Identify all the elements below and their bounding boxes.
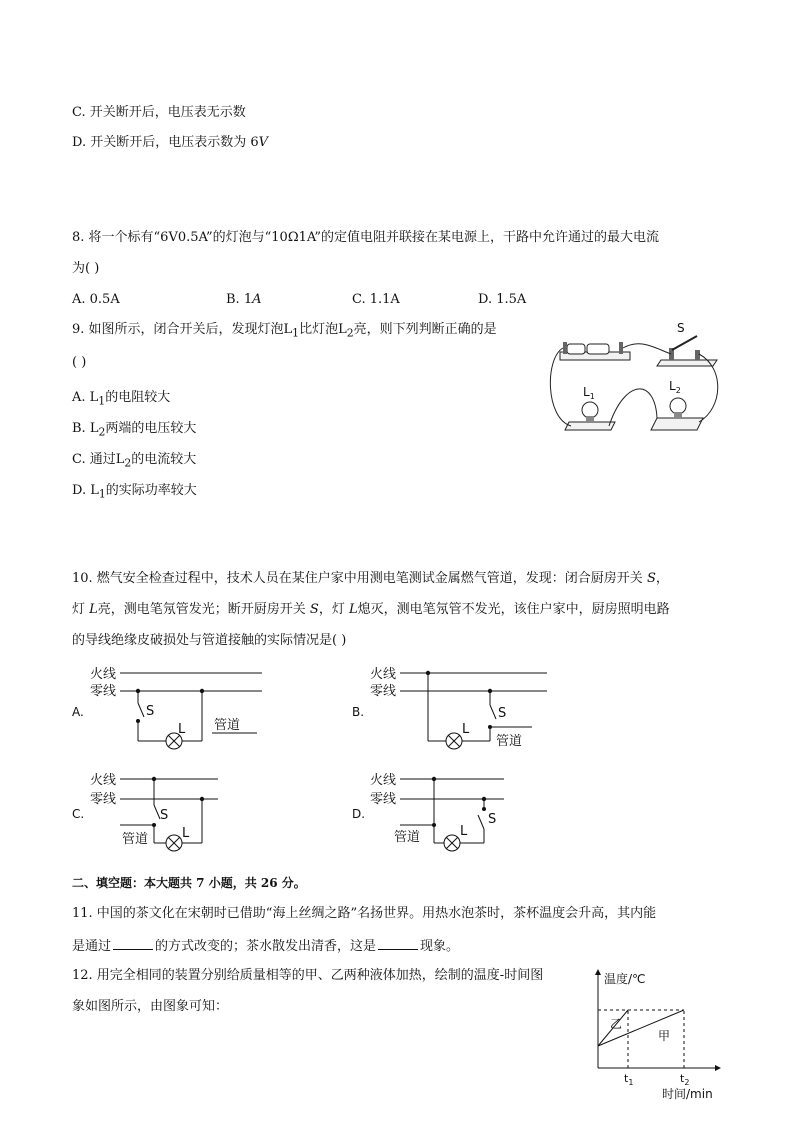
svg-text:管道: 管道 <box>394 830 421 845</box>
svg-text:L: L <box>460 824 468 839</box>
q10-diagram-a <box>72 663 272 758</box>
q8-option-a: A. 0.5A <box>72 292 120 307</box>
q12-t1-label: $t_1$ <box>624 1072 634 1087</box>
q12-label-jia: 甲 <box>658 1029 671 1043</box>
q11-blank-1[interactable] <box>113 937 153 950</box>
svg-text:火线: 火线 <box>370 773 397 788</box>
q10-stem-line3: 的导线绝缘皮破损处与管道接触的实际情况是( ) <box>72 633 347 648</box>
section2-heading: 二、填空题：本大题共 7 小题，共 26 分。 <box>72 876 306 890</box>
svg-text:S: S <box>488 812 497 827</box>
q10-diagram-c <box>72 769 272 864</box>
svg-text:零线: 零线 <box>370 792 397 807</box>
q11-stem-line1: 11. 中国的茶文化在宋朝时已借助“海上丝绸之路”名扬世界。用热水泡茶时，茶杯温度会升高，其内能 <box>72 906 657 921</box>
q8-stem-line2: 为( ) <box>72 261 100 276</box>
q9-l1-label: $L_1$ <box>583 385 595 401</box>
svg-text:火线: 火线 <box>90 773 117 788</box>
q12-temperature-time-graph <box>590 968 730 1103</box>
svg-text:S: S <box>146 704 155 719</box>
q12-t2-label: $t_2$ <box>680 1072 690 1087</box>
q8-stem-line1: 8. 将一个标有“6V0.5A”的灯泡与“10Ω1A”的定值电阻并联接在某电源上，干路中允许通过的最大电流 <box>72 230 660 245</box>
q12-x-label: 时间/min <box>662 1087 713 1101</box>
q12-stem-line1: 12. 用完全相同的装置分别给质量相等的甲、乙两种液体加热，绘制的温度-时间图 <box>72 968 544 983</box>
q8-option-c: C. 1.1A <box>352 292 400 307</box>
q8-option-b: B. 1A <box>226 292 262 307</box>
q12-label-yi: 乙 <box>610 1017 623 1031</box>
svg-text:L: L <box>178 722 186 737</box>
q10-diagram-b <box>352 663 552 758</box>
q7-option-c: C. 开关断开后，电压表无示数 <box>72 105 246 120</box>
q12-stem-line2: 象如图所示，由图象可知： <box>72 999 229 1014</box>
svg-text:S: S <box>160 808 169 823</box>
q9-l2-label: $L_2$ <box>669 379 681 395</box>
svg-text:零线: 零线 <box>370 684 397 699</box>
svg-text:S: S <box>498 706 507 721</box>
q8-option-d: D. 1.5A <box>478 292 527 307</box>
svg-text:L: L <box>182 826 190 841</box>
svg-text:管道: 管道 <box>122 832 149 847</box>
q9-option-c: C. 通过$L_2$的电流较大 <box>72 452 197 470</box>
q9-option-d: D. $L_1$的实际功率较大 <box>72 483 197 501</box>
q9-option-b: B. $L_2$两端的电压较大 <box>72 421 197 439</box>
svg-text:C.: C. <box>72 807 85 821</box>
q10-stem-line2: 灯 L亮，测电笔氖管发光；断开厨房开关 S，灯 L熄灭，测电笔氖管不发光，该住户家中，厨房照明电路 <box>72 602 670 617</box>
svg-text:管道: 管道 <box>496 734 523 749</box>
q10-stem-line1: 10. 燃气安全检查过程中，技术人员在某住户家中用测电笔测试金属燃气管道，发现：闭合厨房开关 S， <box>72 571 669 586</box>
q11-stem-line2: 是通过 的方式改变的；茶水散发出清香，这是 现象。 <box>72 939 460 954</box>
q10-diagram-d <box>352 769 552 864</box>
q9-option-a: A. $L_1$的电阻较大 <box>72 390 171 408</box>
q9-switch-label: S <box>677 321 685 335</box>
q9-bracket: ( ) <box>72 355 87 370</box>
q9-circuit-figure <box>545 318 725 446</box>
q7-option-d: D. 开关断开后，电压表示数为 6V <box>72 135 269 150</box>
svg-text:A.: A. <box>72 705 84 719</box>
svg-text:火线: 火线 <box>370 667 397 682</box>
svg-text:火线: 火线 <box>90 667 117 682</box>
q9-stem: 9. 如图所示，闭合开关后，发现灯泡$L_1$比灯泡$L_2$亮，则下列判断正确的是 <box>72 322 497 340</box>
svg-text:零线: 零线 <box>90 684 117 699</box>
svg-text:B.: B. <box>352 705 365 719</box>
q11-blank-2[interactable] <box>378 937 418 950</box>
svg-text:零线: 零线 <box>90 792 117 807</box>
q12-y-label: 温度/℃ <box>604 972 646 986</box>
svg-text:管道: 管道 <box>214 718 241 733</box>
svg-text:L: L <box>462 722 470 737</box>
svg-text:D.: D. <box>352 807 366 821</box>
